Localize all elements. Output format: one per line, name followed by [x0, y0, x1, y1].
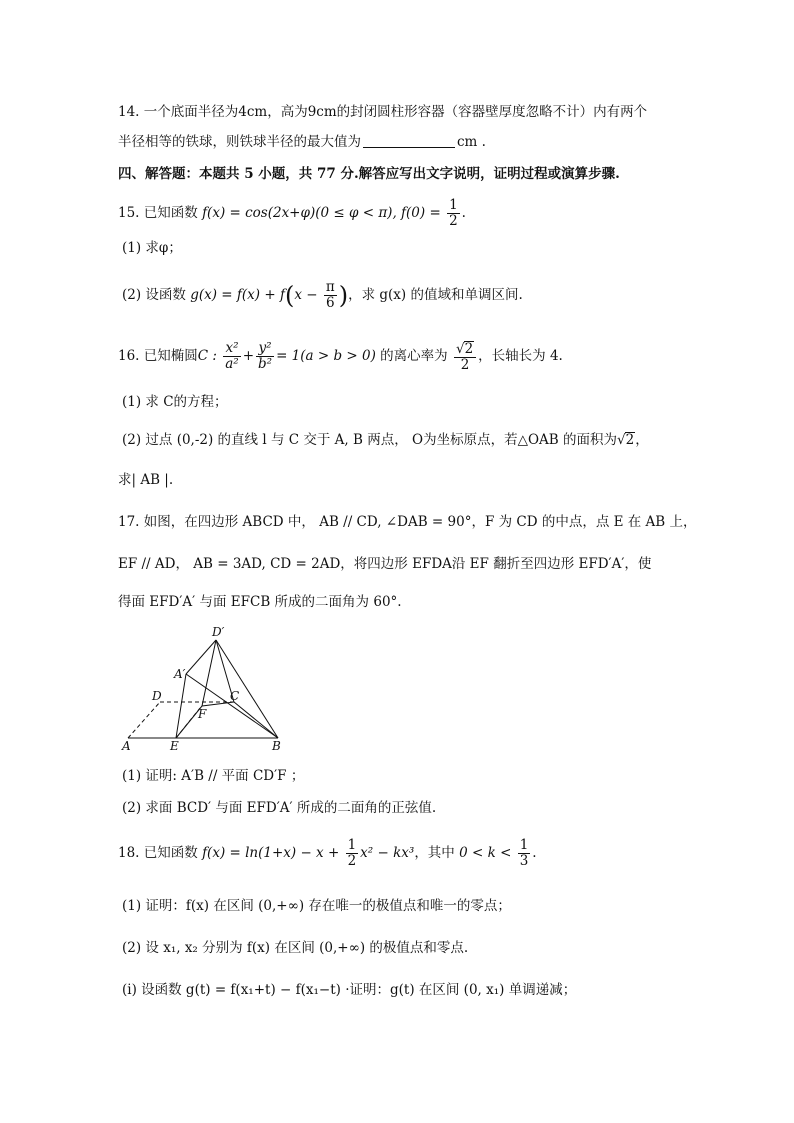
q17-line2: EF // AD， AB = 3AD, CD = 2AD，将四边形 EFDA沿 EF 翻折至四边形 EFD′A′，使 [118, 556, 652, 572]
q18-half-fraction [346, 838, 359, 869]
q16-part1: (1) 求 C的方程； [122, 394, 228, 410]
q14-line2 [118, 132, 486, 152]
label-F: F [198, 707, 207, 721]
label-C: C [230, 689, 240, 703]
q15-stem-pre: 15. 已知函数 [118, 205, 198, 221]
q18-stem-pre: 18. 已知函数 [118, 845, 198, 861]
q16-c-label: C : [197, 348, 217, 364]
frac-den: 2 [347, 853, 357, 869]
q18-stem-expr: f(x) = ln(1+x) − x + [202, 845, 340, 861]
q15-stem-expr: f(x) = cos(2x+φ)(0 ≤ φ < π), f(0) = [202, 205, 441, 221]
frac-den: b² [258, 356, 273, 372]
frac-den: 3 [519, 853, 529, 869]
frac-num: 1 [347, 837, 357, 853]
frac-num: y² [256, 341, 274, 357]
q16-part2-text: (2) 过点 (0,-2) 的直线 l 与 C 交于 A, B 两点， O为坐标原点，若△OAB 的面积为 [122, 432, 617, 448]
q14-line1: 14. 一个底面半径为4cm，高为9cm的封闭圆柱形容器（容器壁厚度忽略不计）内有两个 [118, 104, 648, 120]
q18-third-fraction [518, 838, 531, 869]
q18-part2: (2) 设 x₁, x₂ 分别为 f(x) 在区间 (0,+∞) 的极值点和零点. [122, 940, 469, 956]
q14-line2-text: 半径相等的铁球，则铁球半径的最大值为 [118, 134, 361, 150]
q16-part2-end: ， [635, 432, 649, 448]
frac-num: 1 [449, 197, 458, 213]
frac-num: x² [223, 341, 240, 357]
q18-stem-expr2: x² − kx³ [360, 845, 415, 861]
q14-unit: cm . [457, 134, 486, 150]
edge-DpF [202, 640, 216, 706]
q18-stem-mid: ，其中 [414, 845, 455, 861]
q16-ecc-fraction: $\frac{√2}{2}$ [454, 341, 476, 373]
edge-AD [128, 702, 160, 738]
label-Ap: A′ [174, 667, 186, 681]
label-B: B [272, 739, 281, 753]
q16-axis-text: ，长轴长为 4. [478, 348, 563, 364]
sqrt-radicand: 2 [625, 432, 635, 448]
q15-half-fraction [447, 198, 460, 229]
label-D: D [152, 689, 162, 703]
label-Dp: D′ [212, 625, 225, 639]
q18-part2-i: (i) 设函数 g(t) = f(x₁+t) − f(x₁−t) ·证明：g(t) 在区间 (0, x₁) 单调递减； [122, 982, 577, 998]
edge-EAp [176, 674, 186, 738]
q15-pi-fraction [324, 280, 337, 311]
q16-ecc-text: 的离心率为 [380, 348, 448, 364]
q16-part2: (2) 过点 (0,-2) 的直线 l 与 C 交于 A, B 两点， O为坐标原点，若△OAB 的面积为√2， [122, 432, 649, 448]
frac-den: a² [225, 356, 239, 372]
q15-part2-expr-a: g(x) = f(x) + f [190, 287, 285, 303]
sqrt-radicand: 2 [464, 340, 474, 357]
q16-part2-cont: 求| AB |. [118, 472, 174, 488]
q17-part1: (1) 证明: A′B // 平面 CD′F ； [122, 768, 305, 784]
frac-den: 6 [325, 295, 335, 311]
q17-line3: 得面 EFD′A′ 与面 EFCB 所成的二面角为 60°. [118, 594, 402, 610]
q16-x-fraction [223, 341, 240, 372]
q15-part2-expr-b: x − [294, 287, 318, 303]
q16-stem-pre: 16. 已知椭圆 [118, 348, 198, 364]
edge-ApB [186, 674, 278, 738]
frac-num: π [325, 279, 335, 295]
frac-den: 2 [460, 356, 470, 373]
geometry-figure [116, 624, 296, 754]
q17-part2: (2) 求面 BCD′ 与面 EFD′A′ 所成的二面角的正弦值. [122, 800, 437, 816]
q16-y-fraction [256, 341, 274, 372]
q17-line1: 17. 如图，在四边形 ABCD 中， AB // CD, ∠DAB = 90°，F 为 CD 的中点，点 E 在 AB 上， [118, 514, 697, 530]
edge-DpB [216, 640, 278, 738]
q15-stem-end: . [461, 205, 466, 221]
q15-part2: (2) 设函数 g(x) = f(x) + f(x − $\frac{\pi}{6}$ )，求 g(x) 的值域和单调区间. [122, 279, 523, 311]
q16-stem [118, 338, 563, 374]
section-title: 四、解答题：本题共 5 小题，共 77 分.解答应写出文字说明，证明过程或演算步骤. [118, 166, 620, 182]
q15-part2-pre: (2) 设函数 [122, 287, 186, 303]
plus-sign: + [242, 348, 255, 364]
frac-num: 1 [519, 837, 529, 853]
label-E: E [170, 739, 179, 753]
edge-CB [234, 702, 278, 738]
q18-stem [118, 836, 537, 870]
q16-condition: = 1(a > b > 0) [276, 348, 376, 364]
edge-ApDp [186, 640, 216, 674]
label-A: A [122, 739, 131, 753]
frac-den: 2 [449, 213, 458, 229]
q15-part1: (1) 求φ； [122, 240, 182, 256]
q15-stem [118, 196, 466, 230]
q15-part2-post: ，求 g(x) 的值域和单调区间. [348, 287, 523, 303]
q18-part1: (1) 证明：f(x) 在区间 (0,+∞) 存在唯一的极值点和唯一的零点； [122, 898, 511, 914]
answer-blank [363, 133, 455, 148]
q18-k-condition: 0 < k < [459, 845, 512, 861]
q18-stem-end: . [532, 845, 537, 861]
